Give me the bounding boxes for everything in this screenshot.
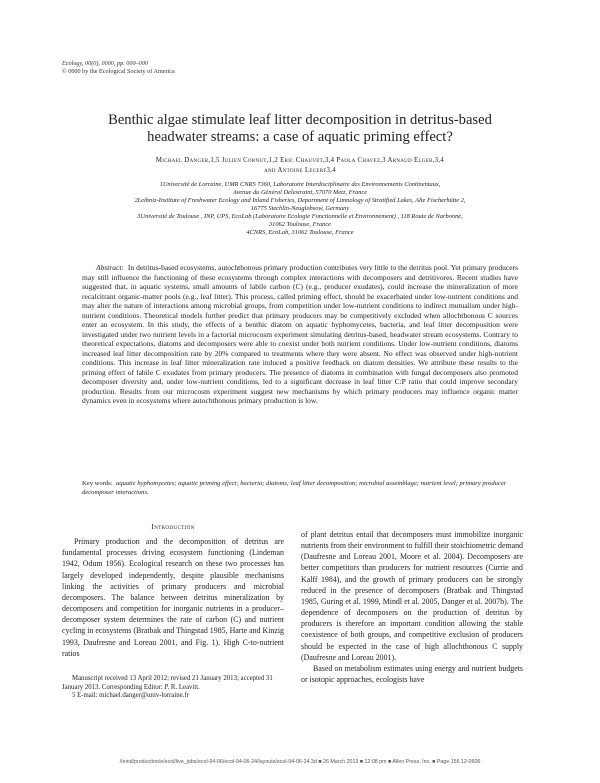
affiliation-line: 1Université de Lorraine, UMR CNRS 7360, Laboratoire Interdisciplinaire des Environnements Continentaux, [159, 181, 441, 188]
abstract-text: In detritus-based ecosystems, autochthonous primary production contributes very little to the detritus pool. Yet primary producers may still influence the functioning of these ecosystems through complex interactions with decomposers and detritivores. Recent studies have suggested that, in aquatic systems, small amounts of labile carbon (C) (e.g., producer exudates), could increase the mineralization of more recalcitrant organic-matter pools (e.g., leaf litter). This process, called priming effect, should be exacerbated under low-nutrient conditions and may alter the nature of interactions among microbial groups, from competition under low-nutrient conditions to indirect mutualism under high-nutrient conditions. Theoretical models further predict that primary producers may be competitively excluded when allochthonous C sources enter an ecosystem. In this study, the effects of a benthic diatom on aquatic hyphomycetes, bacteria, and leaf litter decomposition were investigated under two nutrient levels in a factorial microcosm experiment simulating detritus-based, headwater stream ecosystems. Contrary to theoretical expectations, diatoms and decomposers were able to coexist under both nutrient conditions. Under low-nutrient conditions, diatoms increased leaf litter decomposition rate by 20% compared to treatments where they were absent. No effect was observed under high-nutrient conditions. This increase in leaf litter mineralization rate induced a positive feedback on diatom densities. We attribute these results to the priming effect of labile C exudates from primary producers. The presence of diatoms in combination with fungal decomposers also promoted decomposer diversity and, under low-nutrient conditions, led to a significant decrease in leaf litter C:P ratio that could improve secondary production. Results from our microcosm experiment suggest new mechanisms by which primary producers may influence organic matter dynamics even in ecosystems where autochthonous primary production is low. [82, 263, 519, 405]
introduction-column-2 [301, 529, 523, 685]
authors-line-1: Michael Danger,1,5 Julien Cornut,1,2 Eric Chauvet,3,4 Paola Chavez,3 Arnaud Elger,3,4 [155, 157, 445, 164]
author-list [60, 156, 540, 176]
article-title [60, 112, 540, 146]
affiliation-line: 31062 Toulouse, France [268, 221, 332, 228]
title-line-1: Benthic algae stimulate leaf litter decomposition in detritus-based [108, 112, 492, 128]
introduction-column-1 [62, 521, 284, 659]
keywords [82, 480, 518, 497]
intro-paragraph: of plant detritus entail that decomposers must immobilize inorganic nutrients from their environment to fulfill their stoichiometric demand (Daufresne and Loreau 2001, Moore et al. 2004). Decomposers are better competitors than producers for nutrient resources (Currie and Kalff 1984), and the growth of primary producers can be strongly reduced in the presence of decomposers (Bratbak and Thingstad 1985, Guring et al. 1999, Mindl et al. 2005, Danger et al. 2007b). The dependence of decomposers on the production of detritus by producers is therefore an important condition allowing the stable coexistence of both groups, and competitive exclusion of producers should be expected in the case of high allochthonous C supply (Daufresne and Loreau 2001). [301, 530, 523, 662]
keywords-text: aquatic hyphomycetes; aquatic priming effect; bacteria; diatoms; leaf litter decomposition; microbial assemblage; nutrient level; primary producer decomposer interactions. [82, 480, 507, 496]
production-footer: //eind/production/e/ecol/live_jobs/ecol-94-06/ecol-94-06-24/layouts/ecol-94-06-24.3d ■ 26 March 2013 ■ 12:08 pm ■ Allen Press, Inc. ■ Page 156 12-0606 [119, 759, 481, 765]
keywords-label: Key words: [82, 480, 113, 487]
corresponding-email: 5 E-mail: michael.danger@univ-lorraine.fr [72, 692, 189, 700]
affiliation-line: 3Université de Toulouse , INP, UPS, EcoLab (Laboratoire Ecologie Fonctionnelle et Environnement) , 118 Route de Narbonne, [137, 213, 463, 220]
intro-paragraph: Based on metabolism estimates using energy and nutrient budgets or isotopic approaches, ecologists have [301, 663, 523, 685]
affiliation-line: Avenue du Général Delestraint, 57070 Metz, France [232, 189, 368, 196]
section-heading-introduction: Introduction [151, 522, 195, 531]
abstract-label: Abstract: [96, 263, 124, 272]
authors-line-2: and Antoine Lecerf3,4 [264, 167, 336, 174]
affiliations [80, 181, 520, 237]
affiliation-line: 2Leibniz-Institute of Freshwater Ecology and Inland Fisheries, Department of Limnology of Stratified Lakes, Alte Fischerhütte 2, [134, 197, 466, 204]
affiliation-line: 16775 Stechlin-Neuglobsow, Germany [250, 205, 350, 212]
manuscript-note [62, 675, 287, 701]
affiliation-line: 4CNRS, EcoLab, 31062 Toulouse, France [246, 229, 354, 236]
intro-paragraph: Primary production and the decomposition of detritus are fundamental processes driving ecosystem functioning (Lindeman 1942, Odum 1956). Ecological research on these two processes has largely developed independently, despite plausible mechanisms linking the activities of primary producers and microbial decomposers. The balance between detritus mineralization by decomposers and competition for inorganic nutrients in a producer–decomposer system determines the rate of carbon (C) and nutrient cycling in ecosystems (Bratbak and Thingstad 1985, Harte and Kinzig 1993, Daufresne and Loreau 2001, and Fig. 1). High C-to-nutrient ratios [62, 537, 284, 658]
journal-citation: Ecology, 00(0), 0000, pp. 000–000 [62, 60, 148, 67]
abstract [82, 263, 518, 406]
copyright-notice: © 0000 by the Ecological Society of America [62, 68, 175, 75]
title-line-2: headwater streams: a case of aquatic priming effect? [147, 129, 453, 145]
journal-header [62, 60, 175, 76]
manuscript-dates: Manuscript received 13 April 2012; revised 21 January 2013; accepted 31 January 2013. Corresponding Editor: P. R. Leavitt. [62, 675, 273, 691]
